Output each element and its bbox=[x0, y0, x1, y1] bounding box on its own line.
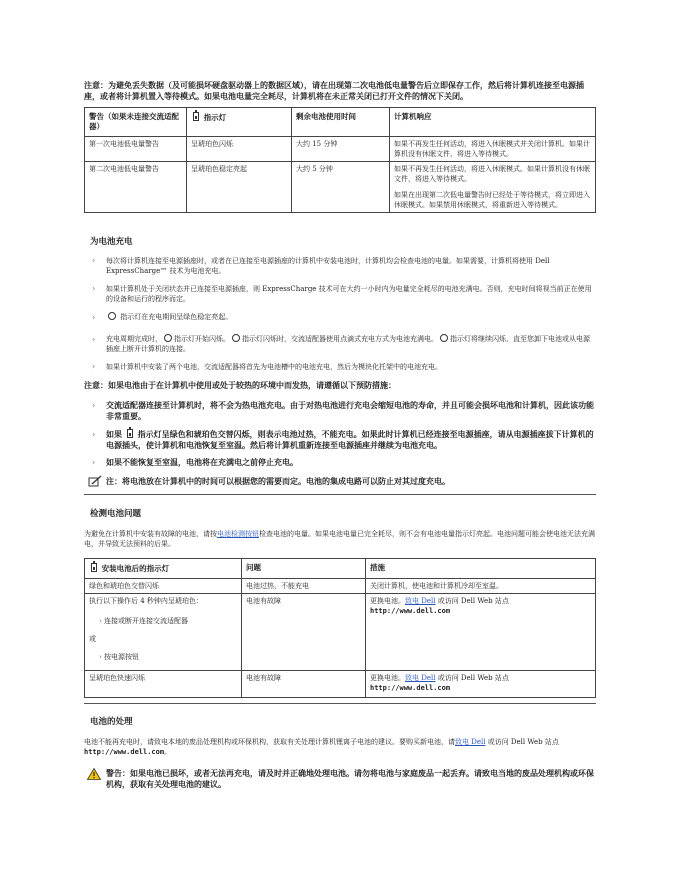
col-header-warning: 警告（如果未连接交流适配器） bbox=[85, 108, 187, 137]
table-row: 绿色和琥珀色交替闪烁 电池过热，不能充电 关闭计算机，使电池和计算机冷却至室温。 bbox=[85, 579, 596, 594]
power-indicator-icon bbox=[164, 334, 172, 342]
troubleshoot-paragraph: 为避免在计算机中安装有故障的电池，请按电池检测按钮检查电池的电量。如果电池电量已完全耗尽，则不会有电池电量指示灯亮起。电池问题可能会使电池无法充满电，并导致无法预料的后果。 bbox=[84, 530, 595, 548]
power-indicator-icon bbox=[108, 312, 116, 320]
disposal-paragraph: 电池不能再充电时，请致电本地的废品处理机构或环保机构，获取有关处理计算机锂离子电池的建议。要购买新电池，请致电 Dell 或访问 Dell Web 站点 http://www.dell.com。 bbox=[84, 738, 559, 756]
list-item: 如果 指示灯呈绿色和琥珀色交替闪烁，则表示电池过热，不能充电。如果此时计算机已经连接至电源插座，请从电源插座拔下计算机的电源插头，使计算机和电池恢复至室温。然后将计算机重新连接至电源插座并继续为电池充电。 bbox=[106, 429, 594, 450]
heat-caution-title: 注意：如果电池由于在计算机中使用或处于较热的环境中而发热，请遵循以下预防措施： bbox=[84, 380, 396, 390]
list-item: 如果不能恢复至室温，电池将在充满电之前停止充电。 bbox=[106, 457, 298, 467]
table-row: 执行以下操作后 4 秒钟内呈琥珀色： › 连接或断开连接交流适配器 或 › 按电源按钮 电池有故障 更换电池。致电 Dell 或访问 Dell Web 站点 http://www.dell.com bbox=[85, 594, 596, 671]
bullet-icon: › bbox=[99, 653, 105, 661]
top-caution-note: 注意：为避免丢失数据（及可能损坏硬盘驱动器上的数据区域），请在出现第二次电池低电量警告后立即保存工作，然后将计算机连接至电源插座，或者将计算机置入等待模式。如果电池电量完全耗尽，计算机将在未正常关闭已打开文件的情况下关闭。 bbox=[84, 80, 584, 101]
disposal-warning: 警告：如果电池已损坏，或者无法再充电，请及时并正确地处理电池。请勿将电池与家庭废品一起丢弃。请致电当地的废品处理机构或环保机构，获取有关处理电池的建议。 bbox=[106, 768, 594, 789]
note-pencil-icon bbox=[88, 475, 102, 487]
dell-url[interactable]: http://www.dell.com bbox=[370, 607, 451, 615]
list-item: 交流适配器连接至计算机时，将不会为热电池充电。由于对热电池进行充电会缩短电池的寿命，并且可能会损坏电池和计算机，因此该功能非常重要。 bbox=[106, 400, 594, 421]
col-header-indicator: 指示灯 bbox=[187, 108, 292, 137]
dell-url[interactable]: http://www.dell.com bbox=[84, 748, 165, 756]
bullet-icon: › bbox=[99, 617, 105, 625]
list-item: 指示灯在充电期间呈绿色稳定亮起。 bbox=[106, 312, 596, 322]
contact-dell-link[interactable]: 致电 Dell bbox=[405, 674, 436, 682]
section-divider bbox=[84, 494, 596, 495]
list-item: 如果计算机处于关闭状态并已连接至电源插座，则 ExpressCharge 技术可在大约一小时内为电量完全耗尽的电池充满电。否则，充电时间将视当前正在使用的设备和运行的程序而定。 bbox=[106, 285, 592, 303]
bullet-icon: › bbox=[92, 335, 96, 344]
dell-url[interactable]: http://www.dell.com bbox=[370, 684, 451, 692]
battery-problem-table bbox=[84, 558, 596, 698]
col-header-indicator-after-install: 安装电池后的指示灯 bbox=[85, 559, 242, 579]
bullet-icon: › bbox=[92, 284, 96, 293]
battery-icon bbox=[91, 563, 97, 572]
section-divider bbox=[84, 703, 596, 704]
contact-dell-link[interactable]: 致电 Dell bbox=[455, 738, 486, 746]
section-heading-disposal: 电池的处理 bbox=[90, 717, 133, 727]
bullet-icon: › bbox=[92, 458, 96, 467]
power-indicator-icon bbox=[232, 334, 240, 342]
bullet-icon: › bbox=[92, 362, 96, 371]
list-item: 如果计算机中安装了两个电池，交流适配器将首先为电池槽中的电池充电，然后为模块化托架中的电池充电。 bbox=[106, 363, 442, 371]
table-row: 呈琥珀色快速闪烁 电池有故障 更换电池。致电 Dell 或访问 Dell Web 站点 http://www.dell.com bbox=[85, 671, 596, 698]
contact-dell-link[interactable]: 致电 Dell bbox=[405, 597, 436, 605]
col-header-response: 计算机响应 bbox=[390, 108, 596, 137]
col-header-time-left: 剩余电池使用时间 bbox=[292, 108, 390, 137]
table-row: 第二次电池低电量警告 呈琥珀色稳定亮起 大约 5 分钟 如果不再发生任何活动，将进入休眠模式。如果计算机没有休眠文件，将进入等待模式。 如果在出现第二次低电量警告时已经处于等待模式，将立即进入休眠模式。如果禁用休眠模式，将重新进入等待模式。 bbox=[85, 162, 596, 213]
col-header-problem: 问题 bbox=[242, 559, 366, 579]
section-heading-charging: 为电池充电 bbox=[90, 237, 133, 247]
section-heading-troubleshoot: 检测电池问题 bbox=[90, 509, 142, 519]
bullet-icon: › bbox=[92, 256, 96, 265]
battery-icon bbox=[193, 112, 199, 121]
list-item: 充电周期完成时， 指示灯开始闪烁。 指示灯闪烁时，交流适配器使用点滴式充电方式为电池充满电。 指示灯将继续闪烁，直至您卸下电池或从电源插座上断开计算机的连接。 bbox=[106, 335, 590, 353]
bullet-icon: › bbox=[92, 313, 96, 322]
battery-icon bbox=[127, 429, 133, 438]
power-indicator-icon bbox=[440, 334, 448, 342]
col-header-action: 措施 bbox=[366, 559, 596, 579]
bullet-icon: › bbox=[92, 430, 96, 439]
bullet-icon: › bbox=[92, 401, 96, 410]
battery-test-button-link[interactable]: 电池检测按钮 bbox=[217, 530, 259, 538]
low-battery-warning-table bbox=[84, 107, 596, 213]
note-text: 注：将电池放在计算机中的时间可以根据您的需要而定。电池的集成电路可以防止对其过度充电。 bbox=[106, 476, 450, 486]
table-row: 第一次电池低电量警告 呈琥珀色闪烁 大约 15 分钟 如果不再发生任何活动，将进入休眠模式并关闭计算机。如果计算机没有休眠文件，将进入等待模式。 bbox=[85, 137, 596, 162]
list-item: 每次将计算机连接至电源插座时，或者在已连接至电源插座的计算机中安装电池时，计算机均会检查电池的电量。如果需要，计算机将使用 Dell ExpressCharge™ 技术为电池充电。 bbox=[106, 257, 550, 275]
warning-triangle-icon bbox=[87, 768, 101, 780]
